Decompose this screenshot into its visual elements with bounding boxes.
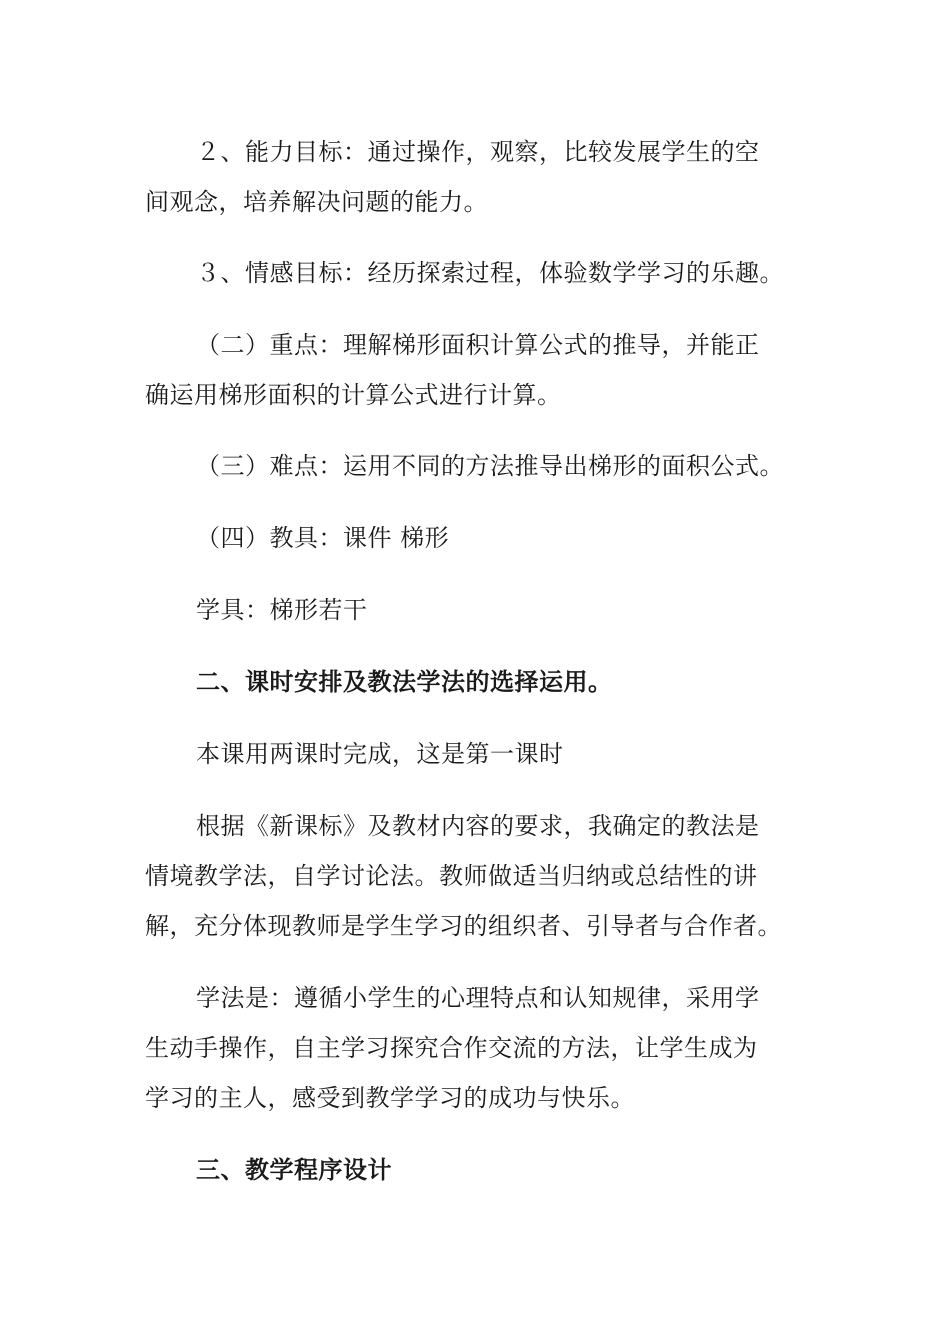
emotion-goal-line: ３、情感目标：经历探索过程，体验数学学习的乐趣。 [196, 259, 784, 287]
section-two-heading: 二、课时安排及教法学法的选择运用。 [196, 668, 613, 696]
difficulty-line: （三）难点：运用不同的方法推导出梯形的面积公式。 [196, 452, 784, 480]
learning-method-line-2: 生动手操作，自主学习探究合作交流的方法，让学生成为 [145, 1034, 758, 1062]
key-point-line-1: （二）重点：理解梯形面积计算公式的推导，并能正 [196, 331, 760, 359]
learning-aids-line: 学具：梯形若干 [196, 596, 368, 624]
ability-goal-line-1: ２、能力目标：通过操作，观察，比较发展学生的空 [196, 138, 760, 166]
learning-method-line-3: 学习的主人，感受到教学学习的成功与快乐。 [145, 1084, 635, 1112]
key-point-line-2: 确运用梯形面积的计算公式进行计算。 [145, 381, 562, 409]
learning-method-line-1: 学法是：遵循小学生的心理特点和认知规律，采用学 [196, 984, 760, 1012]
ability-goal-line-2: 间观念，培养解决问题的能力。 [145, 188, 488, 216]
teaching-method-line-1: 根据《新课标》及教材内容的要求，我确定的教法是 [196, 812, 760, 840]
teaching-method-line-3: 解，充分体现教师是学生学习的组织者、引导者与合作者。 [145, 912, 782, 940]
lesson-count-line: 本课用两课时完成，这是第一课时 [196, 740, 564, 768]
teaching-aids-line: （四）教具：课件 梯形 [196, 524, 450, 552]
section-three-heading: 三、教学程序设计 [196, 1156, 392, 1184]
teaching-method-line-2: 情境教学法，自学讨论法。教师做适当归纳或总结性的讲 [145, 862, 758, 890]
